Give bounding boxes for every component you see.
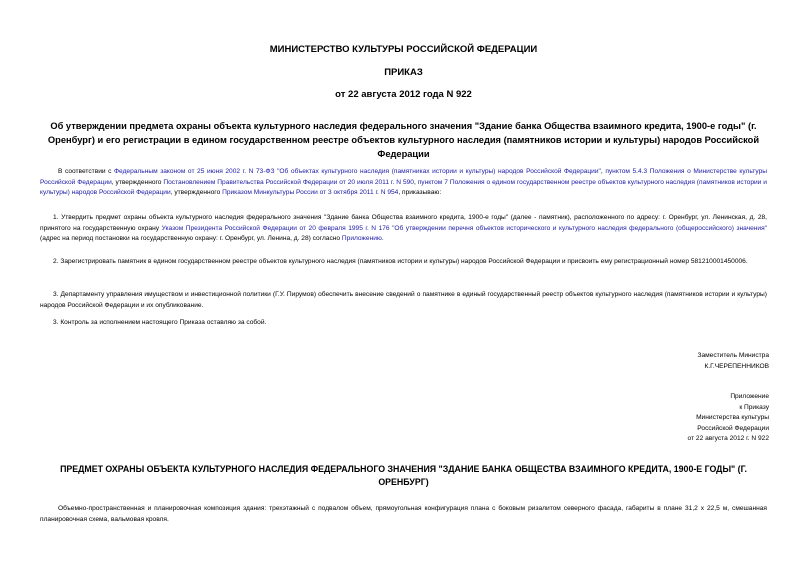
appendix-line-3: Министерства культуры	[696, 414, 769, 422]
subject-title: ПРЕДМЕТ ОХРАНЫ ОБЪЕКТА КУЛЬТУРНОГО НАСЛЕДИЯ ФЕДЕРАЛЬНОГО ЗНАЧЕНИЯ "ЗДАНИЕ БАНКА ОБЩЕСТВА ВЗАИМНОГО КРЕДИТА, 1900-Е ГОДЫ" (Г. ОРЕНБУРГ)	[60, 464, 747, 487]
minculture-order-link[interactable]: Приказом Минкультуры России от 3 октября 2011 г. N 954	[222, 189, 399, 197]
appendix-line-1: Приложение	[730, 393, 769, 400]
signer-name: К.Г.ЧЕРЕПЕННИКОВ	[704, 362, 769, 370]
item-1-text-1: 1. Утвердить предмет охраны объекта культурного наследия федерального значения "Здание банка Общества взаимного кредита, 1900-е годы" (далее - памятник), расположенного по адресу: г. Оренбург, ул. Ленинская, д. 28, принятого на государственную охрану	[40, 214, 767, 232]
document-title: Об утверждении предмета охраны объекта культурного наследия федерального значения "Здание банка Общества взаимного кредита, 1900-е годы" (г. Оренбург) и его регистрации в едином государственном реестре объектов культурного наследия (памятников истории и культуры) народов Российской Федерации	[47, 121, 760, 159]
appendix-line-5: от 22 августа 2012 г. N 922	[687, 435, 769, 443]
register-regulation-link[interactable]: пунктом 7 Положения о едином государственном реестре объектов культурного наследия (памятников истории и культуры) народов Российской Федерации	[40, 178, 767, 197]
preamble-text-1: В соответствии с	[58, 168, 115, 175]
appendix-block	[688, 392, 769, 445]
item-1-text-2: (адрес на период постановки на государственную охрану: г. Оренбург, ул. Ленина, д. 28) согласно	[40, 235, 342, 243]
signer-position: Заместитель Министра	[697, 352, 769, 359]
description-paragraph: Объемно-пространственная и планировочная композиция здания: трехэтажный с подвалом объем, прямоугольная конфигурация плана с боковым ризалитом северного фасада, габариты в плане 31,2 х 22,5 м, смешанная планировочная схема, вальмовая кровля.	[40, 505, 767, 523]
preamble-text-5: , утвержденного	[170, 189, 223, 197]
appendix-link[interactable]: Приложению	[341, 235, 382, 243]
preamble-text-6: , приказываю:	[398, 189, 442, 197]
item-2-paragraph: 2. Зарегистрировать памятник в едином государственном реестре объектов культурного наследия (памятников истории и культуры) народов Российской Федерации и присвоить ему регистрационный номер 581210001450006.	[53, 258, 748, 265]
ministry-heading: МИНИСТЕРСТВО КУЛЬТУРЫ РОССИЙСКОЙ ФЕДЕРАЦИИ	[269, 44, 538, 55]
presidential-decree-link[interactable]: Указом Президента Российской Федерации от 20 февраля 1995 г. N 176 "Об утверждении перечня объектов исторического и культурного наследия федерального (общероссийского) значения"	[161, 224, 767, 232]
ministry-regulation-link[interactable]: пунктом 5.4.3 Положения о Министерстве культуры Российской Федерации	[40, 168, 767, 186]
preamble-paragraph	[40, 167, 767, 199]
government-decree-link[interactable]: Постановлением Правительства Российской Федерации от 20 июля 2011 г. N 590	[163, 178, 414, 186]
item-1-text-3: .	[381, 235, 384, 243]
document-type: ПРИКАЗ	[384, 67, 423, 78]
federal-law-link[interactable]: Федеральным законом от 25 июня 2002 г. N 73-ФЗ "Об объектах культурного наследия (памятниках истории и культуры) народов Российской Федерации"	[114, 168, 601, 175]
preamble-text-4: ,	[413, 178, 418, 186]
item-3-paragraph: 3. Департаменту управления имуществом и инвестиционной политики (Г.У. Пирумов) обеспечить внесение сведений о памятнике в единый государственный реестр объектов культурного наследия (памятников истории и культуры) народов Российской Федерации и их опубликование.	[40, 291, 767, 309]
preamble-text-3: , утвержденного	[111, 178, 164, 186]
appendix-line-4: Российской Федерации	[697, 424, 769, 432]
preamble-text-2: ,	[600, 168, 606, 175]
item-1-paragraph	[40, 213, 767, 245]
signature-block	[697, 351, 769, 372]
item-4-paragraph: 3. Контроль за исполнением настоящего Приказа оставляю за собой.	[53, 319, 267, 326]
appendix-line-2: к Приказу	[739, 403, 769, 411]
document-date: от 22 августа 2012 года N 922	[335, 89, 472, 100]
